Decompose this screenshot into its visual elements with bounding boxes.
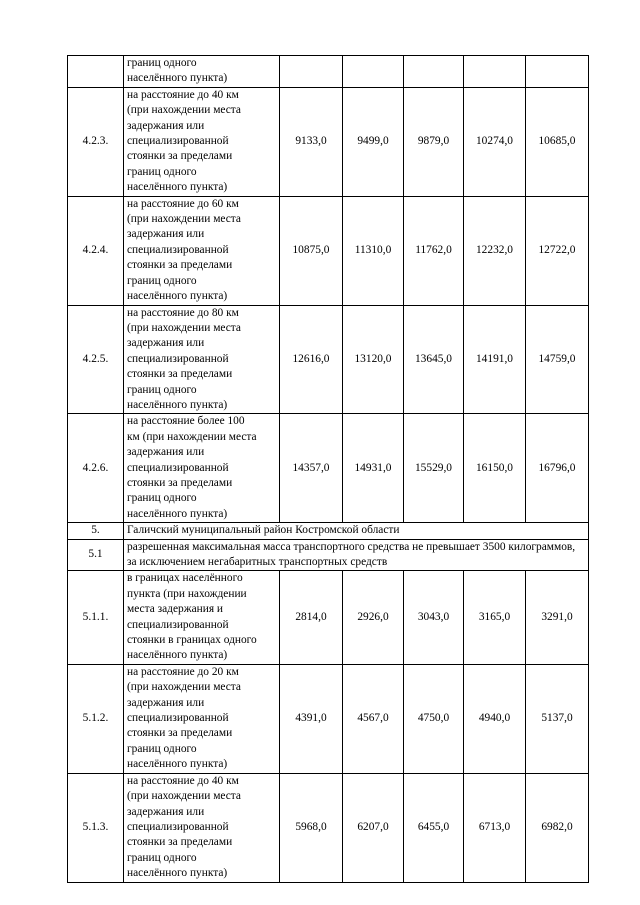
table-row — [68, 414, 589, 523]
row-number: 4.2.5. — [68, 305, 124, 414]
tariff-value: 14759,0 — [526, 305, 589, 414]
row-description: в границах населённого пункта (при нахождении места задержания и специализированной стоянки в границах одного населённого пункта) — [124, 571, 280, 664]
tariff-value — [464, 56, 526, 88]
tariff-value: 14357,0 — [280, 414, 343, 523]
tariff-value: 9499,0 — [343, 87, 404, 196]
table-row — [68, 305, 589, 414]
subsection-row — [68, 539, 589, 571]
tariff-value: 6713,0 — [464, 773, 526, 882]
tariff-value: 15529,0 — [404, 414, 464, 523]
tariff-value: 2926,0 — [343, 571, 404, 664]
table-row — [68, 196, 589, 305]
tariff-value: 12616,0 — [280, 305, 343, 414]
row-description: на расстояние до 40 км (при нахождении места задержания или специализированной стоянки за пределами границ одного населённого пункта) — [124, 87, 280, 196]
tariff-value: 5968,0 — [280, 773, 343, 882]
row-description: на расстояние более 100 км (при нахождении места задержания или специализированной стоянки за пределами границ одного населённого пункта) — [124, 414, 280, 523]
table-row — [68, 56, 589, 88]
row-number: 4.2.3. — [68, 87, 124, 196]
tariff-value: 4750,0 — [404, 664, 464, 773]
section-title: Галичский муниципальный район Костромской области — [124, 523, 589, 539]
tariff-value — [343, 56, 404, 88]
tariff-value: 12232,0 — [464, 196, 526, 305]
tariff-value: 3165,0 — [464, 571, 526, 664]
tariff-value: 14191,0 — [464, 305, 526, 414]
tariff-value: 13645,0 — [404, 305, 464, 414]
section-row — [68, 523, 589, 539]
tariff-value: 10875,0 — [280, 196, 343, 305]
tariff-value: 12722,0 — [526, 196, 589, 305]
section-number: 5. — [68, 523, 124, 539]
tariff-value: 14931,0 — [343, 414, 404, 523]
table-row — [68, 571, 589, 664]
tariff-value — [280, 56, 343, 88]
tariff-value: 2814,0 — [280, 571, 343, 664]
tariff-value: 5137,0 — [526, 664, 589, 773]
tariff-table — [67, 55, 589, 883]
row-description: границ одного населённого пункта) — [124, 56, 280, 88]
row-description: на расстояние до 40 км (при нахождении места задержания или специализированной стоянки за пределами границ одного населённого пункта) — [124, 773, 280, 882]
tariff-value: 10685,0 — [526, 87, 589, 196]
tariff-value — [404, 56, 464, 88]
row-number: 4.2.4. — [68, 196, 124, 305]
tariff-value: 6455,0 — [404, 773, 464, 882]
table-row — [68, 87, 589, 196]
tariff-value: 16796,0 — [526, 414, 589, 523]
tariff-value: 3291,0 — [526, 571, 589, 664]
row-number — [68, 56, 124, 88]
row-description: на расстояние до 20 км (при нахождении места задержания или специализированной стоянки за пределами границ одного населённого пункта) — [124, 664, 280, 773]
row-number: 5.1.3. — [68, 773, 124, 882]
tariff-value: 4940,0 — [464, 664, 526, 773]
row-number: 5.1.2. — [68, 664, 124, 773]
tariff-value: 10274,0 — [464, 87, 526, 196]
table-row — [68, 664, 589, 773]
row-description: на расстояние до 60 км (при нахождении места задержания или специализированной стоянки за пределами границ одного населённого пункта) — [124, 196, 280, 305]
tariff-value: 13120,0 — [343, 305, 404, 414]
table-row — [68, 773, 589, 882]
tariff-value: 9133,0 — [280, 87, 343, 196]
subsection-text: разрешенная максимальная масса транспортного средства не превышает 3500 килограммов, за исключением негабаритных транспортных средств — [124, 539, 589, 571]
row-description: на расстояние до 80 км (при нахождении места задержания или специализированной стоянки за пределами границ одного населённого пункта) — [124, 305, 280, 414]
row-number: 5.1.1. — [68, 571, 124, 664]
tariff-value — [526, 56, 589, 88]
subsection-number: 5.1 — [68, 539, 124, 571]
tariff-value: 6982,0 — [526, 773, 589, 882]
tariff-value: 6207,0 — [343, 773, 404, 882]
row-number: 4.2.6. — [68, 414, 124, 523]
tariff-value: 4391,0 — [280, 664, 343, 773]
tariff-value: 16150,0 — [464, 414, 526, 523]
tariff-value: 3043,0 — [404, 571, 464, 664]
tariff-value: 11310,0 — [343, 196, 404, 305]
tariff-value: 11762,0 — [404, 196, 464, 305]
tariff-value: 9879,0 — [404, 87, 464, 196]
tariff-value: 4567,0 — [343, 664, 404, 773]
